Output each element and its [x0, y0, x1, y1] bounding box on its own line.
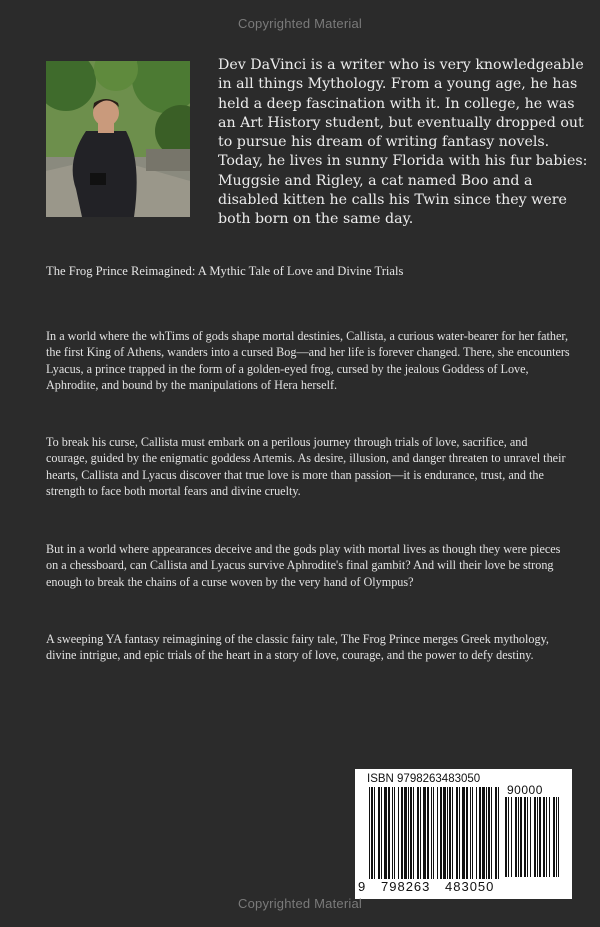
author-photo-image — [46, 61, 190, 217]
barcode-bar — [398, 787, 399, 879]
copyright-watermark-bottom: Copyrighted Material — [238, 896, 362, 911]
barcode-price-code: 90000 — [507, 783, 543, 797]
barcode-bar — [549, 797, 550, 877]
barcode-bar — [447, 787, 448, 879]
barcode-digits-right: 483050 — [445, 879, 495, 894]
barcode-bar — [520, 797, 522, 877]
barcode-bar — [556, 797, 557, 877]
barcode-bar — [524, 797, 526, 877]
barcode-bar — [491, 787, 492, 879]
barcode-bar — [449, 787, 451, 879]
barcode-bar — [381, 787, 382, 879]
barcode-bar — [431, 787, 432, 879]
barcode-bar — [482, 787, 485, 879]
barcode-bar — [472, 787, 473, 879]
barcode-bar — [452, 787, 453, 879]
barcode-bar — [470, 787, 471, 879]
barcode-bar — [423, 787, 426, 879]
barcode-bar — [486, 787, 487, 879]
barcode-digit-first: 9 — [358, 879, 366, 894]
synopsis-paragraph: But in a world where appearances deceive and the gods play with mortal lives as though they were pieces on a chessboard, can Callista and Lyacus survive Aphrodite's final gambit? And will their love be strong enough to break the chains of a curse woven by the very hand of Olympus? — [46, 542, 561, 589]
barcode-bar — [433, 787, 434, 879]
barcode-bar — [420, 787, 421, 879]
author-bio: Dev DaVinci is a writer who is very knowledgeable in all things Mythology. From a young age, he has held a deep fascination with it. In college, he was an Art History student, but eventually dropped out to pursue his dream of writing fantasy novels. Today, he lives in sunny Florida with his fur babies: Muggsie and Rigley, a cat named Boo and a disabled kitten he calls his Twin since they were both born on the same day. — [218, 57, 588, 228]
barcode-bar — [440, 787, 442, 879]
barcode-bar — [530, 797, 531, 877]
barcode-bar — [546, 797, 547, 877]
barcode-bar — [413, 787, 414, 879]
barcode-bar — [511, 797, 512, 877]
barcode-bar — [384, 787, 387, 879]
barcode-bar — [479, 787, 481, 879]
barcode-bar — [410, 787, 412, 879]
synopsis-paragraph: A sweeping YA fantasy reimagining of the classic fairy tale, The Frog Prince merges Greek mythology, divine intrigue, and epic trials of the heart in a story of love, courage, and the power to defy destiny. — [46, 632, 549, 663]
barcode-bar — [456, 787, 458, 879]
isbn-label: ISBN 9798263483050 — [367, 773, 481, 785]
barcode-bar — [558, 797, 559, 877]
barcode-bar — [505, 797, 507, 877]
barcode-bar — [553, 797, 555, 877]
barcode-bar — [466, 787, 468, 879]
barcode-bar — [437, 787, 438, 879]
barcode-bar — [417, 787, 419, 879]
barcode-bar — [537, 797, 538, 877]
barcode-bar — [404, 787, 407, 879]
barcode-bar — [459, 787, 460, 879]
barcode-addon-bars — [505, 797, 559, 877]
book-headline: The Frog Prince Reimagined: A Mythic Tale of Love and Divine Trials — [46, 264, 404, 278]
synopsis-paragraph: To break his curse, Callista must embark on a perilous journey through trials of love, sacrifice, and courage, guided by the enigmatic goddess Artemis. As desire, illusion, and danger threaten to unravel their hearts, Callista and Lyacus discover that true love is more than passion—it is endurance, trust, and the strength to face both mortal fears and divine cruelty. — [46, 435, 566, 498]
barcode-bar — [518, 797, 519, 877]
barcode-bar — [495, 787, 497, 879]
copyright-watermark-top: Copyrighted Material — [238, 16, 362, 31]
barcode-bar — [369, 787, 370, 879]
barcode-bar — [527, 797, 528, 877]
author-photo — [46, 61, 190, 217]
barcode-bar — [427, 787, 429, 879]
barcode-bar — [539, 797, 541, 877]
barcode-bar — [508, 797, 509, 877]
barcode-bar — [371, 787, 373, 879]
barcode-bar — [476, 787, 477, 879]
barcode-bar — [515, 797, 517, 877]
barcode-bar — [388, 787, 390, 879]
barcode-bar — [394, 787, 395, 879]
synopsis-paragraph: In a world where the whTims of gods shape mortal destinies, Callista, a curious water-bearer for her father, the first King of Athens, wanders into a cursed Bog—and her life is forever changed. There, she encounters Lyacus, a prince trapped in the form of a golden-eyed frog, cursed by the jealous Goddess of Love, Aphrodite, and bound by the manipulations of Hera herself. — [46, 329, 570, 392]
barcode-bar — [543, 797, 545, 877]
barcode-bar — [374, 787, 375, 879]
barcode-bar — [408, 787, 409, 879]
isbn-barcode — [355, 769, 572, 899]
barcode-digits-left: 798263 — [381, 879, 431, 894]
barcode-bar — [462, 787, 465, 879]
barcode-bar — [401, 787, 403, 879]
barcode-bar — [392, 787, 393, 879]
barcode-bar — [443, 787, 446, 879]
barcode-bar — [378, 787, 380, 879]
barcode-bar — [488, 787, 490, 879]
barcode-bar — [498, 787, 499, 879]
barcode-bars — [369, 787, 501, 879]
barcode-bar — [534, 797, 536, 877]
